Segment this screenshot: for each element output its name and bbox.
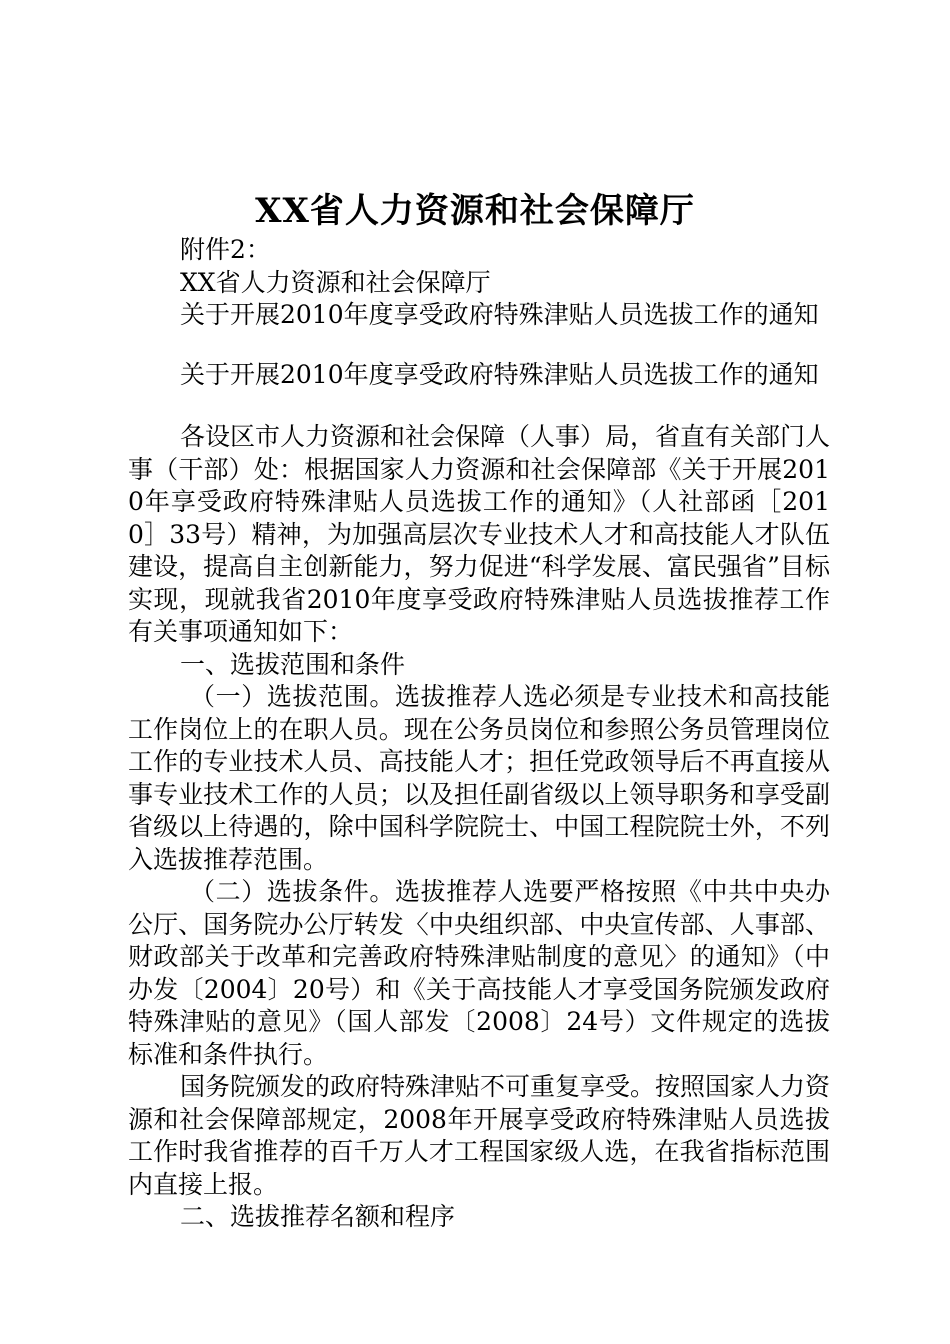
document-title: XX省人力资源和社会保障厅 bbox=[255, 191, 695, 231]
notice-subtitle: 关于开展2010年度享受政府特殊津贴人员选拔工作的通知 bbox=[180, 360, 819, 389]
attachment-label: 附件2： bbox=[180, 235, 271, 264]
section-heading-1: 一、选拔范围和条件 bbox=[180, 649, 406, 679]
selection-scope-paragraph: （一）选拔范围。选拔推荐人选必须是专业技术和高技能工作岗位上的在职人员。现在公务员岗位和参照公务员管理岗位工作的专业技术人员、高技能人才；担任党政领导后不再直接从事专业技术工作的人员；以及担任副省级以上领导职务和享受副省级以上待遇的，除中国科学院院士、中国工程院院士外，不列入选拔推荐范围。 bbox=[128, 682, 830, 874]
notice-title: 关于开展2010年度享受政府特殊津贴人员选拔工作的通知 bbox=[180, 300, 819, 329]
issuing-department: XX省人力资源和社会保障厅 bbox=[180, 268, 491, 297]
no-repeat-paragraph: 国务院颁发的政府特殊津贴不可重复享受。按照国家人力资源和社会保障部规定，2008年开展享受政府特殊津贴人员选拔工作时我省推荐的百千万人才工程国家级人选，在我省指标范围内直接上报。 bbox=[128, 1072, 831, 1199]
selection-criteria-paragraph: （二）选拔条件。选拔推荐人选要严格按照《中共中央办公厅、国务院办公厅转发〈中央组织部、中央宣传部、人事部、财政部关于改革和完善政府特殊津贴制度的意见〉的通知》（中办发〔2004〕20号）和《关于高技能人才享受国务院颁发政府特殊津贴的意见》（国人部发〔2008〕24号）文件规定的选拔标准和条件执行。 bbox=[128, 877, 830, 1069]
document-body bbox=[128, 421, 830, 1234]
section-heading-2: 二、选拔推荐名额和程序 bbox=[180, 1202, 456, 1231]
salutation-paragraph: 各设区市人力资源和社会保障（人事）局，省直有关部门人事（干部）处：根据国家人力资源和社会保障部《关于开展2010年享受政府特殊津贴人员选拔工作的通知》（人社部函［2010］33号）精神，为加强高层次专业技术人才和高技能人才队伍建设，提高自主创新能力，努力促进“科学发展、富民强省”目标实现，现就我省2010年度享受政府特殊津贴人员选拔推荐工作有关事项通知如下： bbox=[128, 422, 831, 646]
